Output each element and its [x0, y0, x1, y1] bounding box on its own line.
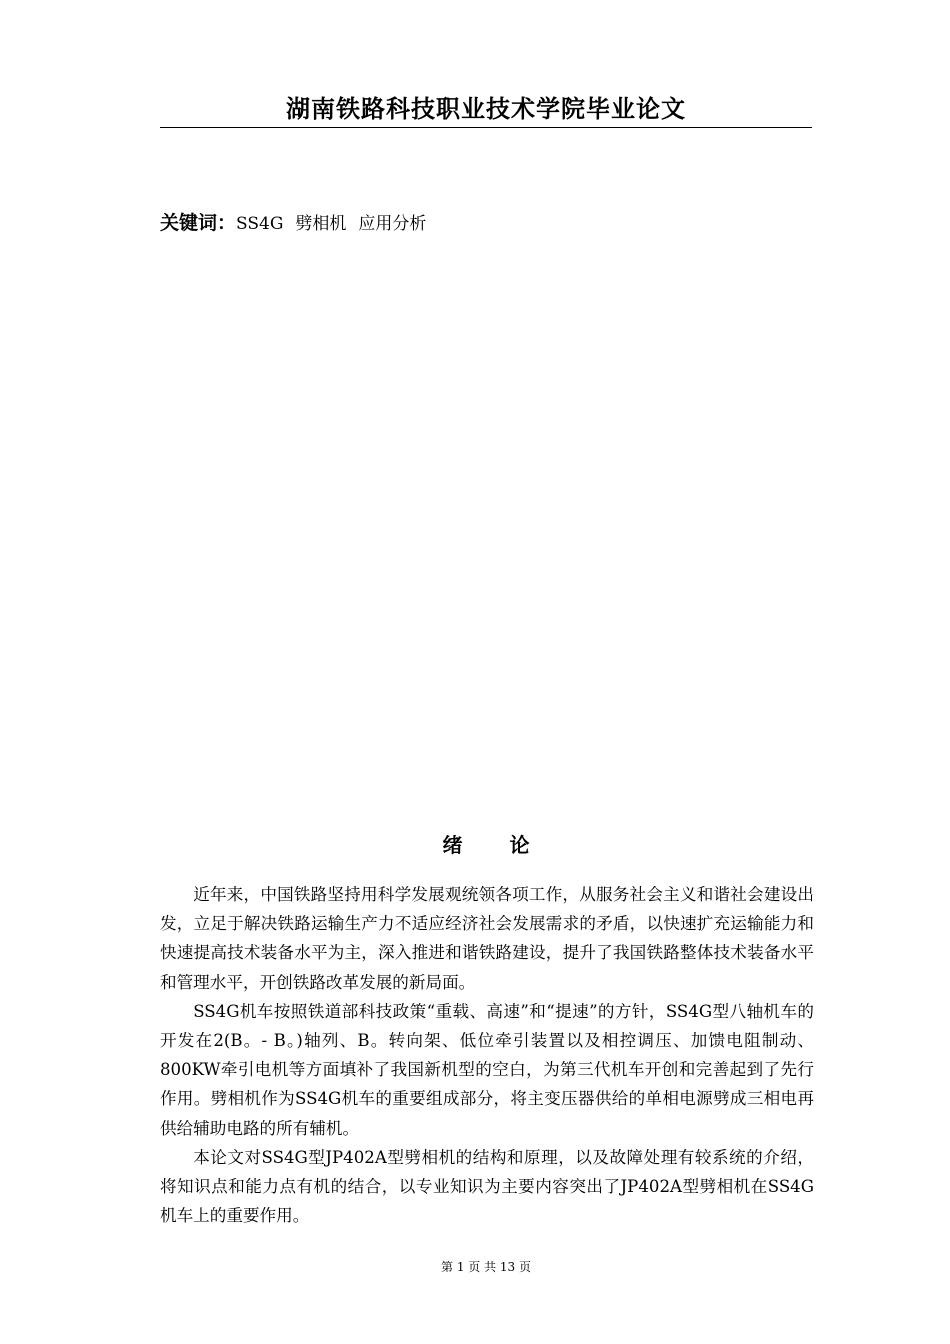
- body-paragraph: 本论文对SS4G型JP402A型劈相机的结构和原理，以及故障处理有较系统的介绍，将知识点和能力点有机的结合，以专业知识为主要内容突出了JP402A型劈相机在SS4G机车上的重要作用。: [160, 1147, 814, 1226]
- body-paragraph: 近年来，中国铁路坚持用科学发展观统领各项工作，从服务社会主义和谐社会建设出发，立足于解决铁路运输生产力不适应经济社会发展需求的矛盾，以快速扩充运输能力和快速提高技术装备水平为主，深入推进和谐铁路建设，提升了我国铁路整体技术装备水平和管理水平，开创铁路改革发展的新局面。: [160, 885, 814, 992]
- section-heading: 绪 论: [442, 833, 550, 857]
- keyword-item: 劈相机: [295, 214, 347, 234]
- keyword-item: SS4G: [236, 214, 284, 234]
- document-header-title: 湖南铁路科技职业技术学院毕业论文: [286, 95, 686, 123]
- keywords-line: [160, 208, 438, 239]
- header-divider: [160, 127, 812, 128]
- body-paragraph: SS4G机车按照铁道部科技政策“重载、高速”和“提速”的方针，SS4G型八轴机车的开发在2(B。- B。)轴列、B。转向架、低位牵引装置以及相控调压、加馈电阻制动、800KW牵引电机等方面填补了我国新机型的空白，为第三代机车开创和完善起到了先行作用。劈相机作为SS4G机车的重要组成部分，将主变压器供给的单相电源劈成三相电再供给辅助电路的所有辅机。: [160, 1001, 814, 1138]
- page-number-footer: 第 1 页 共 13 页: [441, 1260, 531, 1274]
- keyword-item: 应用分析: [358, 214, 427, 234]
- section-body: [160, 880, 814, 1230]
- keywords-label: 关键词：: [160, 212, 237, 234]
